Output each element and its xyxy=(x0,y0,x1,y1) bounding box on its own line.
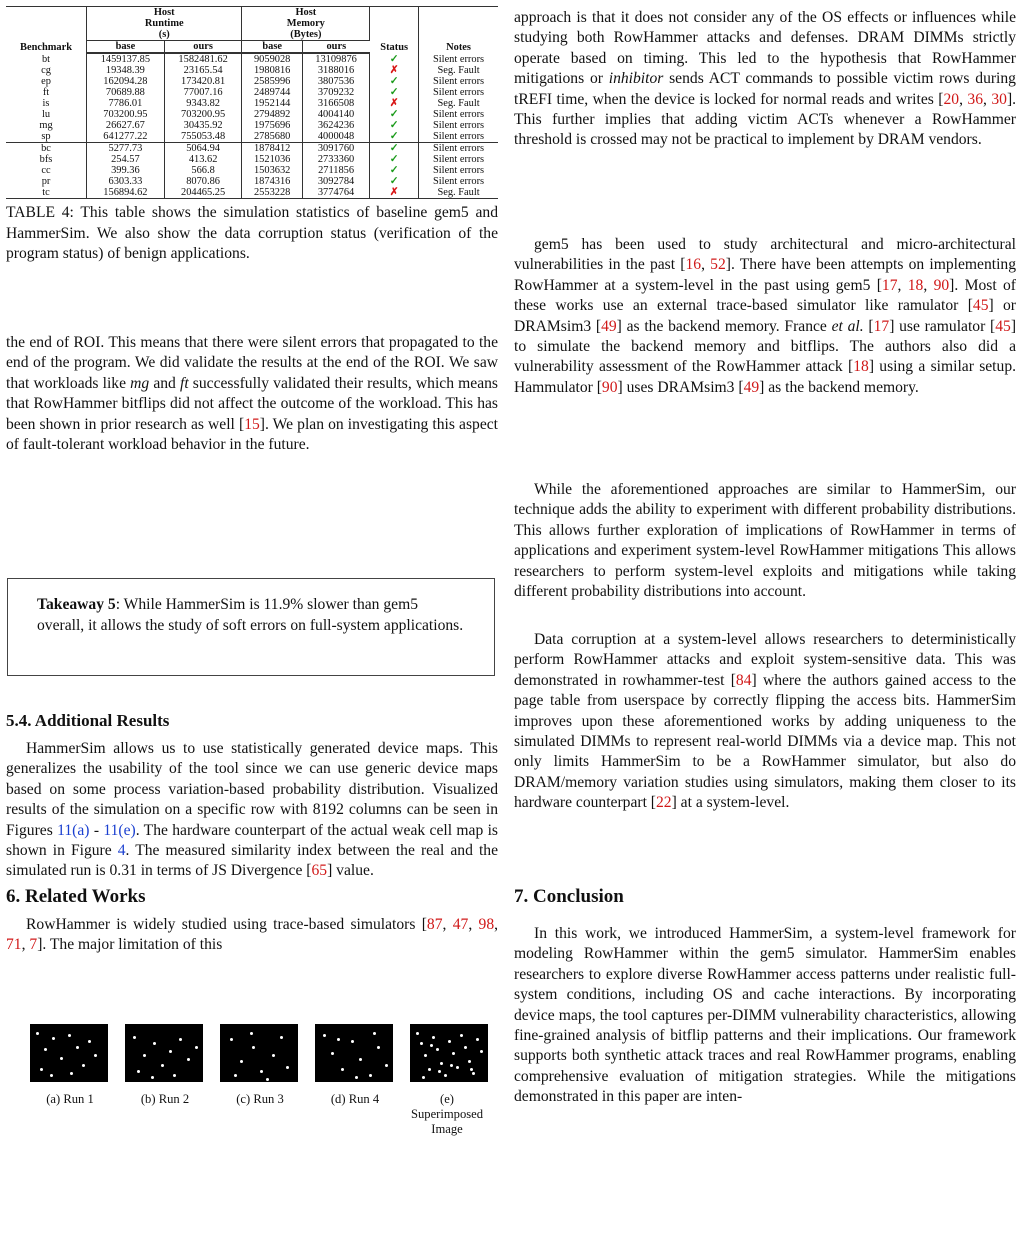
bitflip-dot xyxy=(153,1042,156,1045)
citation-link[interactable]: 18 xyxy=(907,276,924,294)
section-7-paragraph xyxy=(514,924,1016,1108)
bitflip-dot xyxy=(82,1064,85,1067)
cell-rt-base: 26627.67 xyxy=(87,120,165,131)
fig-caption-a: (a) Run 1 xyxy=(46,1092,94,1106)
fig-caption-d: (d) Run 4 xyxy=(330,1092,380,1106)
cell-status: ✓ xyxy=(370,120,419,131)
citation-link[interactable]: 90 xyxy=(933,276,950,294)
cell-notes: Silent errors xyxy=(433,120,485,131)
right-paragraph-4 xyxy=(514,630,1016,814)
table-row xyxy=(6,131,498,143)
cell-mem-ours: 3807536 xyxy=(302,76,369,87)
cell-rt-ours: 9343.82 xyxy=(164,98,242,109)
cell-rt-base: 70689.88 xyxy=(87,87,165,98)
cell-mem-ours: 3092784 xyxy=(302,176,369,187)
text-run: , xyxy=(494,916,499,933)
italic-text: ft xyxy=(180,374,189,392)
cell-mem-base: 1952144 xyxy=(242,98,302,109)
bitflip-dot xyxy=(476,1038,479,1041)
citation-link[interactable]: 45 xyxy=(995,317,1011,335)
citation-link[interactable]: 49 xyxy=(743,378,760,396)
bitflip-dot xyxy=(337,1038,340,1041)
bitflip-dot xyxy=(468,1060,471,1063)
bitflip-dot xyxy=(151,1076,154,1079)
text-run: gem5 has been used to study architectural and micro-architectural vulnerabilities in the past [ xyxy=(514,236,1016,274)
run-1-image xyxy=(30,1024,108,1082)
cell-rt-ours: 23165.54 xyxy=(164,65,242,76)
bitflip-dot xyxy=(280,1036,283,1039)
bitflip-dot xyxy=(424,1054,427,1057)
cell-mem-base: 9059028 xyxy=(242,53,302,65)
bitflip-dot xyxy=(450,1064,453,1067)
citation-link[interactable]: 18 xyxy=(853,358,869,376)
figure-11 xyxy=(30,1024,490,1082)
cell-notes: Silent errors xyxy=(433,176,485,187)
bitflip-dot xyxy=(272,1054,275,1057)
bitflip-dot xyxy=(456,1066,459,1069)
bitflip-dot xyxy=(444,1074,447,1077)
th-notes: Notes xyxy=(446,42,471,53)
section-6-paragraph xyxy=(6,915,498,956)
cell-rt-ours: 5064.94 xyxy=(164,143,242,155)
citation-link[interactable]: 16 xyxy=(685,256,702,274)
cell-notes: Silent errors xyxy=(433,87,485,98)
italic-text: inhibitor xyxy=(608,70,664,88)
text-run: ] at a system-level. xyxy=(671,794,790,812)
text-run: ] value. xyxy=(327,862,374,880)
bitflip-dot xyxy=(137,1070,140,1073)
th-runtime-l2: Runtime xyxy=(144,18,184,29)
cell-name: is xyxy=(6,98,87,109)
citation-link[interactable]: 47 xyxy=(452,916,469,933)
citation-link[interactable]: 15 xyxy=(244,415,260,433)
cell-mem-base: 1878412 xyxy=(242,143,302,155)
cell-rt-base: 703200.95 xyxy=(87,109,165,120)
section-5-4-heading: 5.4. Additional Results xyxy=(6,711,170,730)
cell-rt-ours: 703200.95 xyxy=(164,109,242,120)
table-row xyxy=(6,65,498,76)
cell-notes: Seg. Fault xyxy=(437,65,480,76)
cell-notes: Seg. Fault xyxy=(437,98,480,109)
takeaway-box xyxy=(7,578,495,676)
cell-rt-base: 156894.62 xyxy=(87,187,165,199)
cell-mem-ours: 2711856 xyxy=(302,165,369,176)
cell-rt-ours: 413.62 xyxy=(164,154,242,165)
citation-link[interactable]: 36 xyxy=(967,90,983,108)
cell-status: ✓ xyxy=(370,176,419,187)
cell-mem-base: 2785680 xyxy=(242,131,302,143)
cell-name: ep xyxy=(6,76,87,87)
text-run: approach is that it does not consider any of the OS effects or influences while studying both RowHammer attacks and defenses. DRAM DIMMs strictly operate based on timing. This led to the hypothesis that RowHammer mitigations or xyxy=(514,9,1016,88)
bitflip-dot xyxy=(68,1034,71,1037)
bitflip-dot xyxy=(76,1046,79,1049)
cell-rt-base: 399.36 xyxy=(87,165,165,176)
bitflip-dot xyxy=(341,1068,344,1071)
section-7-heading: 7. Conclusion xyxy=(514,886,624,907)
cell-name: cg xyxy=(6,65,87,76)
text-run: HammerSim allows us to use statistically generated device maps. This generalizes the usability of the tool since we can use generic device maps based on some process variation-based probability distribution. Visualized results of the simulation on a specific row with 8192 columns can be seen in Figures xyxy=(6,740,498,839)
th-runtime-l1: Host xyxy=(153,7,175,18)
text-run: the end of ROI. This means that there were silent errors that propagated to the end of the program. We did validate the results at the end of the ROI. We saw that workloads like xyxy=(6,334,498,392)
cell-status: ✗ xyxy=(370,187,419,199)
cell-name: bt xyxy=(6,53,87,65)
bitflip-dot xyxy=(385,1064,388,1067)
bitflip-dot xyxy=(448,1040,451,1043)
bitflip-dot xyxy=(355,1076,358,1079)
superimposed-image xyxy=(410,1024,488,1082)
bitflip-dot xyxy=(250,1032,253,1035)
text-run: ]. Most of these works use an external trace-based simulator like ramulator [ xyxy=(514,276,1016,315)
bitflip-dot xyxy=(323,1034,326,1037)
cell-mem-ours: 3188016 xyxy=(302,65,369,76)
cell-rt-base: 19348.39 xyxy=(87,65,165,76)
bitflip-dot xyxy=(438,1070,441,1073)
bitflip-dot xyxy=(94,1054,97,1057)
th-runtime-l3: (s) xyxy=(158,29,170,40)
text-run: ]. This further implies that adding victim ACTs whenever a RowHammer threshold is crossed may not be practical to implement by DRAM vendors. xyxy=(514,90,1017,149)
bitflip-dot xyxy=(351,1040,354,1043)
bitflip-dot xyxy=(480,1050,483,1053)
citation-link[interactable]: 17 xyxy=(873,317,890,335)
text-run: successfully validated their results, which means that RowHammer bitflips did not affect the outcome of the workload. This has been shown in prior research as well [ xyxy=(6,374,498,433)
cell-rt-base: 6303.33 xyxy=(87,176,165,187)
bitflip-dot xyxy=(422,1076,425,1079)
bitflip-dot xyxy=(179,1038,182,1041)
bitflip-dot xyxy=(266,1078,269,1081)
table-row xyxy=(6,109,498,120)
bitflip-dot xyxy=(440,1062,443,1065)
text-run: and xyxy=(149,374,180,392)
section-6-heading: 6. Related Works xyxy=(6,886,146,907)
cell-name: bfs xyxy=(6,154,87,165)
text-run: ] using a similar setup. Hammulator [ xyxy=(514,358,1017,396)
bitflip-dot xyxy=(260,1070,263,1073)
cell-rt-ours: 173420.81 xyxy=(164,76,242,87)
cell-name: lu xyxy=(6,109,87,120)
bitflip-dot xyxy=(286,1066,289,1069)
cell-mem-base: 1874316 xyxy=(242,176,302,187)
text-run: . The hardware counterpart of the actual weak cell map is shown in Figure xyxy=(6,821,498,860)
bitflip-dot xyxy=(416,1032,419,1035)
bitflip-dot xyxy=(230,1038,233,1041)
cell-mem-ours: 3624236 xyxy=(302,120,369,131)
fig-caption-c: (c) Run 3 xyxy=(236,1092,284,1106)
text-run: sends ACT commands to possible victim rows during tREFI time, when the device is locked for normal reads and writes [ xyxy=(514,70,1016,108)
cell-name: mg xyxy=(6,120,87,131)
citation-link[interactable]: 7 xyxy=(29,936,38,954)
th-runtime xyxy=(87,7,242,41)
italic-text: mg xyxy=(130,374,150,392)
th-memory-l1: Host xyxy=(295,7,317,18)
bitflip-dot xyxy=(432,1036,435,1039)
figure-link[interactable]: 11(e) xyxy=(103,821,136,839)
cell-notes: Silent errors xyxy=(433,109,485,120)
cell-mem-base: 2585996 xyxy=(242,76,302,87)
text-run: ] where the authors gained access to the page table from userspace by correctly flipping the access bits. HammerSim improves upon these aforementioned works by adding uniqueness to the simulated DIMMs to represent real-world DIMMs via a device map. This not only limits HammerSim to be a RowHammer simulator, but also do DRAM/memory variation studies using simulators, making them closer to its hardware counterpart [ xyxy=(514,671,1016,812)
takeaway-label: Takeaway 5 xyxy=(37,596,116,613)
takeaway-text xyxy=(37,595,467,636)
cell-mem-ours: 4000048 xyxy=(302,131,369,143)
cell-name: cc xyxy=(6,165,87,176)
cell-mem-ours: 4004140 xyxy=(302,109,369,120)
th-benchmark: Benchmark xyxy=(6,7,87,54)
table-row xyxy=(6,76,498,87)
bitflip-dot xyxy=(40,1068,43,1071)
table-row xyxy=(6,87,498,98)
citation-link[interactable]: 98 xyxy=(478,916,495,933)
th-memory xyxy=(242,7,370,41)
figure-link[interactable]: 11(a) xyxy=(57,821,90,839)
table-row xyxy=(6,176,498,187)
bitflip-dot xyxy=(464,1046,467,1049)
cell-status: ✓ xyxy=(370,154,419,165)
text-run: ] or DRAMsim3 [ xyxy=(514,297,1016,335)
bitflip-dot xyxy=(234,1074,237,1077)
cell-notes: Silent errors xyxy=(433,131,485,142)
cell-rt-base: 641277.22 xyxy=(87,131,165,143)
text-run: , xyxy=(959,90,968,108)
bitflip-dot xyxy=(436,1048,439,1051)
citation-link[interactable]: 45 xyxy=(972,297,989,315)
table-caption: TABLE 4: This table shows the simulation statistics of baseline gem5 and HammerSim. We also show the data corruption status (verification of the program status) of benign applications. xyxy=(6,204,498,263)
text-run: , xyxy=(923,276,934,294)
text-run: ]. There have been attempts on implementing RowHammer at a system-level in the past using gem5 [ xyxy=(514,256,1017,294)
bitflip-dot xyxy=(377,1046,380,1049)
citation-link[interactable]: 49 xyxy=(601,317,617,335)
th-memory-l3: (Bytes) xyxy=(290,29,322,40)
cell-name: pr xyxy=(6,176,87,187)
bitflip-dot xyxy=(373,1032,376,1035)
text-run: , xyxy=(983,90,992,108)
cell-name: sp xyxy=(6,131,87,143)
citation-link[interactable]: 90 xyxy=(601,378,618,396)
fig-caption-b: (b) Run 2 xyxy=(140,1092,190,1106)
figure-link[interactable]: 4 xyxy=(117,842,126,860)
text-run: . The measured similarity index between the real and the simulated run is 0.31 in terms of JS Divergence [ xyxy=(6,842,498,880)
cell-status: ✓ xyxy=(370,76,419,87)
bitflip-dot xyxy=(70,1072,73,1075)
bitflip-dot xyxy=(359,1058,362,1061)
cell-mem-base: 2489744 xyxy=(242,87,302,98)
text-run: , xyxy=(21,936,30,954)
bitflip-dot xyxy=(331,1052,334,1055)
citation-link[interactable]: 22 xyxy=(656,794,672,812)
table-row xyxy=(6,187,498,199)
takeaway-body: : While HammerSim is 11.9% slower than gem5 overall, it allows the study of soft errors on full-system applications. xyxy=(37,596,464,634)
text-run: ] as the backend memory. France xyxy=(616,317,832,335)
cell-status: ✓ xyxy=(370,109,419,120)
cell-rt-ours: 77007.16 xyxy=(164,87,242,98)
bitflip-dot xyxy=(187,1058,190,1061)
cell-mem-ours: 3091760 xyxy=(302,143,369,155)
cell-rt-base: 162094.28 xyxy=(87,76,165,87)
cell-status: ✓ xyxy=(370,131,419,143)
bitflip-dot xyxy=(60,1057,63,1060)
th-rt-ours: ours xyxy=(164,41,242,54)
th-rt-base: base xyxy=(87,41,165,54)
bitflip-dot xyxy=(143,1054,146,1057)
right-paragraph-1 xyxy=(514,8,1016,151)
text-run: - xyxy=(89,821,104,839)
bitflip-dot xyxy=(52,1037,55,1040)
run-4-image xyxy=(315,1024,393,1082)
bitflip-dot xyxy=(195,1046,198,1049)
cell-notes: Silent errors xyxy=(433,53,485,65)
text-run: ]. We plan on investigating this aspect of fault-tolerant workload behavior in the future. xyxy=(6,415,498,454)
cell-rt-base: 5277.73 xyxy=(87,143,165,155)
left-paragraph-1 xyxy=(6,333,498,455)
cell-notes: Seg. Fault xyxy=(419,187,498,199)
cell-status: ✗ xyxy=(370,65,419,76)
cell-rt-ours: 755053.48 xyxy=(164,131,242,143)
cell-status: ✓ xyxy=(370,87,419,98)
bitflip-dot xyxy=(430,1044,433,1047)
bitflip-dot xyxy=(173,1074,176,1077)
bitflip-dot xyxy=(472,1072,475,1075)
citation-link[interactable]: 20 xyxy=(943,90,960,108)
text-run: [ xyxy=(863,317,874,335)
table-row xyxy=(6,143,498,155)
text-run: ] use ramulator [ xyxy=(889,317,996,335)
cell-mem-base: 1521036 xyxy=(242,154,302,165)
fig-caption-e: (e) Superimposed Image xyxy=(410,1092,484,1136)
cell-rt-base: 7786.01 xyxy=(87,98,165,109)
text-run: ]. The major limitation of this xyxy=(37,936,223,954)
citation-link[interactable]: 30 xyxy=(991,90,1007,108)
cell-mem-ours: 3166508 xyxy=(302,98,369,109)
cell-status: ✓ xyxy=(370,165,419,176)
th-memory-l2: Memory xyxy=(286,18,325,29)
text-run: , xyxy=(897,276,908,294)
cell-mem-base: 2794892 xyxy=(242,109,302,120)
cell-rt-ours: 1582481.62 xyxy=(164,53,242,65)
bitflip-dot xyxy=(460,1034,463,1037)
cell-mem-ours: 2733360 xyxy=(302,154,369,165)
table-row xyxy=(6,154,498,165)
bitflip-dot xyxy=(420,1042,423,1045)
right-paragraph-2 xyxy=(514,235,1016,398)
bitflip-dot xyxy=(161,1064,164,1067)
cell-rt-base: 1459137.85 xyxy=(87,53,165,65)
text-run: ] uses DRAMsim3 [ xyxy=(617,378,744,396)
cell-mem-base: 2553228 xyxy=(242,187,302,199)
cell-rt-ours: 8070.86 xyxy=(164,176,242,187)
text-run: ] to simulate the backend memory and bitflips. The authors also did a vulnerability assessment of the RowHammer attack [ xyxy=(514,317,1017,376)
table-row xyxy=(6,98,498,109)
cell-mem-base: 1503632 xyxy=(242,165,302,176)
cell-notes: Silent errors xyxy=(433,165,485,176)
section-5-4-paragraph xyxy=(6,739,498,882)
citation-link[interactable]: 65 xyxy=(311,862,328,880)
cell-notes: Silent errors xyxy=(433,76,485,87)
text-run: While the aforementioned approaches are similar to HammerSim, our technique adds the ability to experiment with different probability distributions. This allows further exploration of implications of RowHammer in terms of applications and experiment system-level RowHammer mitigations This allows researchers to perform system-level exploits and mitigations while taking different probability distributions into account. xyxy=(514,481,1016,601)
citation-link[interactable]: 52 xyxy=(710,256,726,274)
right-paragraph-3 xyxy=(514,480,1016,602)
cell-status: ✗ xyxy=(370,98,419,109)
cell-name: bc xyxy=(6,143,87,155)
cell-notes: Silent errors xyxy=(419,143,498,155)
bitflip-dot xyxy=(50,1074,53,1077)
benchmark-table xyxy=(6,6,498,199)
text-run: RowHammer is widely studied using trace-based simulators [ xyxy=(26,916,427,933)
th-status: Status xyxy=(370,7,419,54)
table-row xyxy=(6,53,498,65)
italic-text: et al. xyxy=(831,317,864,335)
citation-link[interactable]: 71 xyxy=(6,936,22,954)
cell-rt-ours: 30435.92 xyxy=(164,120,242,131)
bitflip-dot xyxy=(169,1050,172,1053)
bitflip-dot xyxy=(36,1032,39,1035)
bitflip-dot xyxy=(44,1048,47,1051)
bitflip-dot xyxy=(428,1068,431,1071)
th-mem-ours: ours xyxy=(302,41,369,54)
citation-link[interactable]: 17 xyxy=(881,276,898,294)
text-run: , xyxy=(442,916,453,933)
cell-mem-ours: 3774764 xyxy=(302,187,369,199)
th-mem-base: base xyxy=(242,41,302,54)
bitflip-dot xyxy=(369,1074,372,1077)
cell-rt-ours: 566.8 xyxy=(164,165,242,176)
bitflip-dot xyxy=(240,1060,243,1063)
cell-mem-ours: 13109876 xyxy=(302,53,369,65)
text-run: In this work, we introduced HammerSim, a system-level framework for modeling RowHammer within the gem5 simulator. HammerSim enables researchers to explore diverse RowHammer access patterns under realistic full-system conditions, including OS and cache interactions. By incorporating device maps, the tool captures per-DIMM vulnerability characteristics, allowing fine-grained analysis of bitflip patterns and their implications. Our framework supports both synthetic attack traces and real RowHammer programs, enabling comprehensive evaluation of mitigation strategies. While the mitigations demonstrated in this paper are inten- xyxy=(514,925,1016,1106)
cell-status: ✓ xyxy=(370,143,419,155)
bitflip-dot xyxy=(470,1068,473,1071)
citation-link[interactable]: 84 xyxy=(735,671,752,689)
cell-notes: Silent errors xyxy=(433,154,485,165)
bitflip-dot xyxy=(133,1036,136,1039)
table-row xyxy=(6,120,498,131)
text-run: Data corruption at a system-level allows researchers to deterministically perform RowHammer attacks and exploit system-sensitive data. This was demonstrated in rowhammer-test [ xyxy=(514,631,1016,689)
cell-status: ✓ xyxy=(370,53,419,65)
cell-rt-ours: 204465.25 xyxy=(164,187,242,199)
text-run: , xyxy=(468,916,479,933)
cell-mem-ours: 3709232 xyxy=(302,87,369,98)
run-2-image xyxy=(125,1024,203,1082)
text-run: ] as the backend memory. xyxy=(759,378,919,396)
cell-mem-base: 1980816 xyxy=(242,65,302,76)
text-run: , xyxy=(701,256,711,274)
citation-link[interactable]: 87 xyxy=(426,916,443,933)
bitflip-dot xyxy=(88,1040,91,1043)
run-3-image xyxy=(220,1024,298,1082)
cell-rt-base: 254.57 xyxy=(87,154,165,165)
cell-name: tc xyxy=(6,187,87,199)
cell-mem-base: 1975696 xyxy=(242,120,302,131)
cell-name: ft xyxy=(6,87,87,98)
bitflip-dot xyxy=(452,1052,455,1055)
bitflip-dot xyxy=(252,1046,255,1049)
table-row xyxy=(6,165,498,176)
